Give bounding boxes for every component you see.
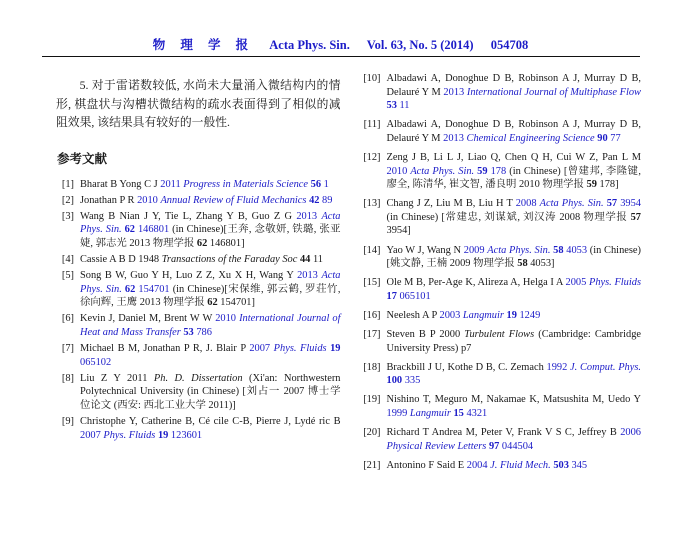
reference-link[interactable]: Acta Phys. Sin. [539,198,607,210]
reference-link[interactable]: Langmuir [462,309,507,321]
reference-link[interactable]: 56 [310,178,322,190]
reference-number: [17] [363,329,381,340]
reference-segment: 59 [586,179,597,191]
reference-segment: Transactions of the Faraday Soc [161,253,300,265]
reference-segment: 146801] [207,237,245,249]
reference-number: [4] [61,253,74,265]
reference-link[interactable]: 15 [453,407,464,419]
reference-text [80,415,341,442]
reference-link[interactable]: 065101 [396,290,431,302]
reference-segment: Steven B P 2000 [386,329,465,340]
reference-segment: Richard T Andrea M, Peter V, Frank V S C, Jeffrey B [386,427,621,439]
reference-text [387,244,642,271]
reference-segment: Bharat B Yong C J [80,178,161,190]
reference-segment: (in Chinese) [姚文静, 王楠 2009 物理学报 [386,244,641,270]
reference-link[interactable]: 2006 [620,427,641,439]
closing-paragraph: 5. 对于雷诺数较低, 水尚未大量涌入微结构内的情形, 棋盘状与沟槽状微结构的疏水表面得到了相似的减阻效果, 该结果具有较好的一般性. [56,78,341,129]
reference-link[interactable]: Acta Phys. Sin. [487,244,554,256]
header-rule [42,56,640,57]
references-heading: 参考文献 [57,151,108,166]
references-list-left [56,178,341,443]
reference-link[interactable]: Progress in Materials Science [183,178,311,190]
reference-item [357,276,642,303]
reference-link[interactable]: 178 [487,165,507,177]
reference-link[interactable]: 17 [386,290,397,302]
reference-item [357,118,642,145]
reference-link[interactable]: 2010 [215,313,240,325]
reference-link[interactable]: 62 [124,224,135,236]
reference-link[interactable]: 2010 [137,194,161,206]
reference-segment: (in Chinese) [常建忠, 刘谋斌, 刘汉涛 2008 物理学报 [386,211,631,223]
reference-link[interactable]: 044504 [499,440,534,452]
reference-text [80,253,341,267]
reference-item [357,393,642,420]
reference-link[interactable]: 2009 [463,244,488,256]
reference-item [56,312,341,339]
reference-link[interactable]: 345 [568,459,588,471]
reference-link[interactable]: J. Comput. Phys. [570,361,641,373]
reference-item [357,72,642,113]
reference-segment: (Xi'an: Northwestern Polytechnical University (in Chinese) [刘占一 2007 博士学位论文 (西安: 西北工业大学 2011)] [80,372,341,411]
reference-link[interactable]: 11 [396,100,410,112]
reference-link[interactable]: 59 [477,165,488,177]
reference-link[interactable]: Acta Phys. Sin. [80,210,341,236]
reference-link[interactable]: Physical Review Letters [386,440,489,452]
reference-item [56,253,341,267]
reference-item [357,459,642,473]
reference-segment: (in Chinese)[王奔, 念敬妍, 铁璐, 张亚婕, 郭志光 2013 物理学报 [80,224,341,249]
reference-number: [19] [363,394,381,406]
reference-link[interactable]: International Journal of Heat and Mass Transfer [80,313,341,338]
reference-item [56,210,341,251]
reference-segment: (Cambridge: Cambridge University Press) p7 [386,329,642,354]
reference-segment: Turbulent Flows [464,329,539,340]
reference-item [357,151,642,192]
reference-link[interactable]: Annual Review of Fluid Mechanics [160,194,310,206]
reference-text [387,393,642,420]
reference-number: [11] [363,119,381,131]
reference-segment: 178] [596,179,619,191]
reference-number: [10] [363,73,381,84]
reference-item [357,244,642,271]
reference-item [56,415,341,442]
reference-link[interactable]: 1999 [386,407,410,419]
reference-text [80,194,341,208]
reference-text [387,459,642,473]
reference-text [387,276,642,303]
reference-text [80,178,341,192]
reference-number: [21] [363,459,381,471]
reference-link[interactable]: 2007 [249,343,274,355]
reference-segment: Song B W, Guo Y H, Luo Z Z, Xu X H, Wang Y [80,270,298,282]
reference-item [56,342,341,369]
reference-segment: (in Chinese) [曾建邦, 李隆键, 廖全, 陈清华, 崔文智, 潘良明 2010 物理学报 [386,165,641,191]
reference-segment: Christophe Y, Catherine B, Cé cile C-B, Pierre J, Lydé ric B [80,416,341,427]
reference-link[interactable]: 2013 [296,210,322,222]
reference-link[interactable]: Acta Phys. Sin. [80,270,341,295]
reference-item [56,194,341,208]
reference-link[interactable]: 57 [606,198,618,210]
reference-segment: Kevin J, Daniel M, Brent W W [80,313,216,325]
reference-link[interactable]: Phys. Fluids [588,277,641,289]
reference-text [387,197,642,238]
reference-segment: 4053] [527,258,555,270]
reference-item [357,197,642,238]
reference-link[interactable]: 19 [157,429,169,441]
reference-item [56,178,341,192]
reference-number: [13] [363,198,381,210]
page-content [56,72,641,545]
reference-segment: Michael B M, Jonathan P R, J. Blair P [80,343,250,355]
reference-link[interactable]: 2003 [439,309,463,321]
reference-link[interactable]: International Journal of Multiphase Flow [466,86,641,98]
reference-segment: 62 [196,237,208,249]
reference-segment: Wang B Nian J Y, Tie L, Zhang Y B, Guo Z G [80,210,297,222]
reference-link[interactable]: 503 [553,459,569,471]
reference-segment: Yao W J, Wang N [386,244,464,256]
volume-issue: Vol. 63, No. 5 (2014) [366,38,474,52]
reference-item [357,328,642,355]
reference-segment: Cassie A B D 1948 [80,253,162,265]
reference-segment: Brackbill J U, Kothe D B, C. Zemach [386,361,547,373]
reference-number: [2] [61,194,74,206]
reference-link[interactable]: 2007 [80,429,104,441]
reference-item [357,361,642,388]
left-column [56,72,341,545]
reference-link[interactable]: 53 [183,326,194,338]
reference-number: [12] [363,151,381,163]
reference-link[interactable]: 154701 [135,283,170,295]
reference-segment: Antonino F Said E [386,459,467,471]
reference-number: [1] [61,178,74,190]
reference-link[interactable]: 2011 [160,178,184,190]
reference-link[interactable]: 2004 [466,459,491,471]
reference-segment: Zeng J B, Li L J, Liao Q, Chen Q H, Cui W Z, Pan L M [386,151,641,163]
reference-link[interactable]: J. Fluid Mech. [490,459,554,471]
reference-link[interactable]: 065102 [80,356,112,368]
reference-link[interactable]: Acta Phys. Sin. [410,165,478,177]
reference-link[interactable]: Chemical Engineering Science [466,132,598,144]
reference-number: [16] [363,309,381,321]
reference-text [80,372,341,413]
reference-link[interactable]: 77 [607,132,621,144]
reference-number: [18] [363,361,381,373]
reference-segment: Neelesh A P [386,309,440,321]
reference-text [387,151,642,192]
reference-segment: Chang J Z, Liu M B, Liu H T [386,198,516,210]
reference-text [387,361,642,388]
reference-segment: Jonathan P R [80,194,138,206]
reference-link[interactable]: 42 [309,194,320,206]
journal-title-english: Acta Phys. Sin. [269,38,350,52]
reference-link[interactable]: 2010 [386,165,411,177]
reference-link[interactable]: 19 [330,343,341,355]
reference-number: [7] [61,343,74,355]
reference-number: [3] [61,210,74,222]
references-list-right [357,72,642,472]
reference-number: [20] [363,427,381,439]
reference-link[interactable]: 2013 [443,86,467,98]
reference-link[interactable]: 89 [319,194,333,206]
reference-text [387,309,642,323]
reference-segment: 154701] [217,297,255,309]
reference-link[interactable]: 53 [386,100,397,112]
reference-link[interactable]: 4053 [563,244,588,256]
reference-text [80,210,341,251]
reference-link[interactable]: 335 [402,375,421,387]
reference-number: [8] [61,372,74,384]
journal-title-chinese: 物 理 学 报 [152,38,255,52]
reference-number: [15] [363,277,381,289]
reference-link[interactable]: 2008 [515,198,540,210]
reference-segment: (in Chinese)[宋保维, 郭云鹤, 罗荘竹, 徐向辉, 王鹰 2013 物理学报 [80,283,341,309]
reference-link[interactable]: 786 [193,326,212,338]
reference-link[interactable]: 90 [597,132,608,144]
reference-item [56,269,341,310]
reference-segment: 62 [207,297,218,309]
reference-segment: Liu Z Y 2011 [80,372,154,384]
reference-number: [9] [61,416,74,427]
reference-segment: Ph. D. Dissertation [153,372,250,384]
reference-link[interactable]: 97 [488,440,500,452]
reference-segment: 3954] [386,225,411,237]
reference-link[interactable]: 58 [553,244,564,256]
reference-link[interactable]: Langmuir [409,407,454,419]
reference-link[interactable]: Phys. Fluids [103,429,158,441]
reference-text [80,312,341,339]
reference-number: [14] [363,244,381,256]
reference-link[interactable]: 19 [506,309,517,321]
reference-link[interactable]: 62 [124,283,136,295]
reference-segment: Albadawi A, Donoghue D B, Robinson A J, Murray D B, Delauré Y M [386,73,641,98]
reference-segment: 57 [630,211,641,223]
reference-link[interactable]: 2013 [443,132,467,144]
reference-segment: 44 [299,253,311,265]
reference-segment: 11 [310,253,323,265]
reference-link[interactable]: 1992 [546,361,571,373]
reference-link[interactable]: 123601 [168,429,203,441]
reference-link[interactable]: 146801 [135,224,170,236]
reference-segment: Ole M B, Per-Age K, Alireza A, Helga I A [386,277,566,289]
reference-text [387,72,642,113]
reference-link[interactable]: 1249 [516,309,541,321]
reference-text [80,269,341,310]
reference-link[interactable]: 100 [386,375,403,387]
reference-link[interactable]: 4321 [463,407,488,419]
reference-link[interactable]: 1 [321,178,329,190]
reference-number: [6] [61,313,74,325]
reference-link[interactable]: Phys. Fluids [273,343,331,355]
reference-segment: 58 [517,258,528,270]
reference-number: [5] [61,270,74,282]
reference-link[interactable]: 2005 [565,277,589,289]
article-number: 054708 [490,38,529,52]
reference-segment: Albadawi A, Donoghue D B, Robinson A J, Murray D B, Delauré Y M [386,119,641,144]
reference-item [357,426,642,453]
reference-segment: Nishino T, Meguro M, Nakamae K, Matsushita M, Uedo Y [386,394,641,406]
reference-link[interactable]: 3954 [617,198,641,210]
journal-header [0,35,681,53]
reference-text [80,342,341,369]
reference-item [357,309,642,323]
reference-link[interactable]: 2013 [297,270,322,282]
reference-text [387,426,642,453]
reference-item [56,372,341,413]
reference-text [387,328,642,355]
reference-text [387,118,642,145]
right-column [357,72,642,545]
